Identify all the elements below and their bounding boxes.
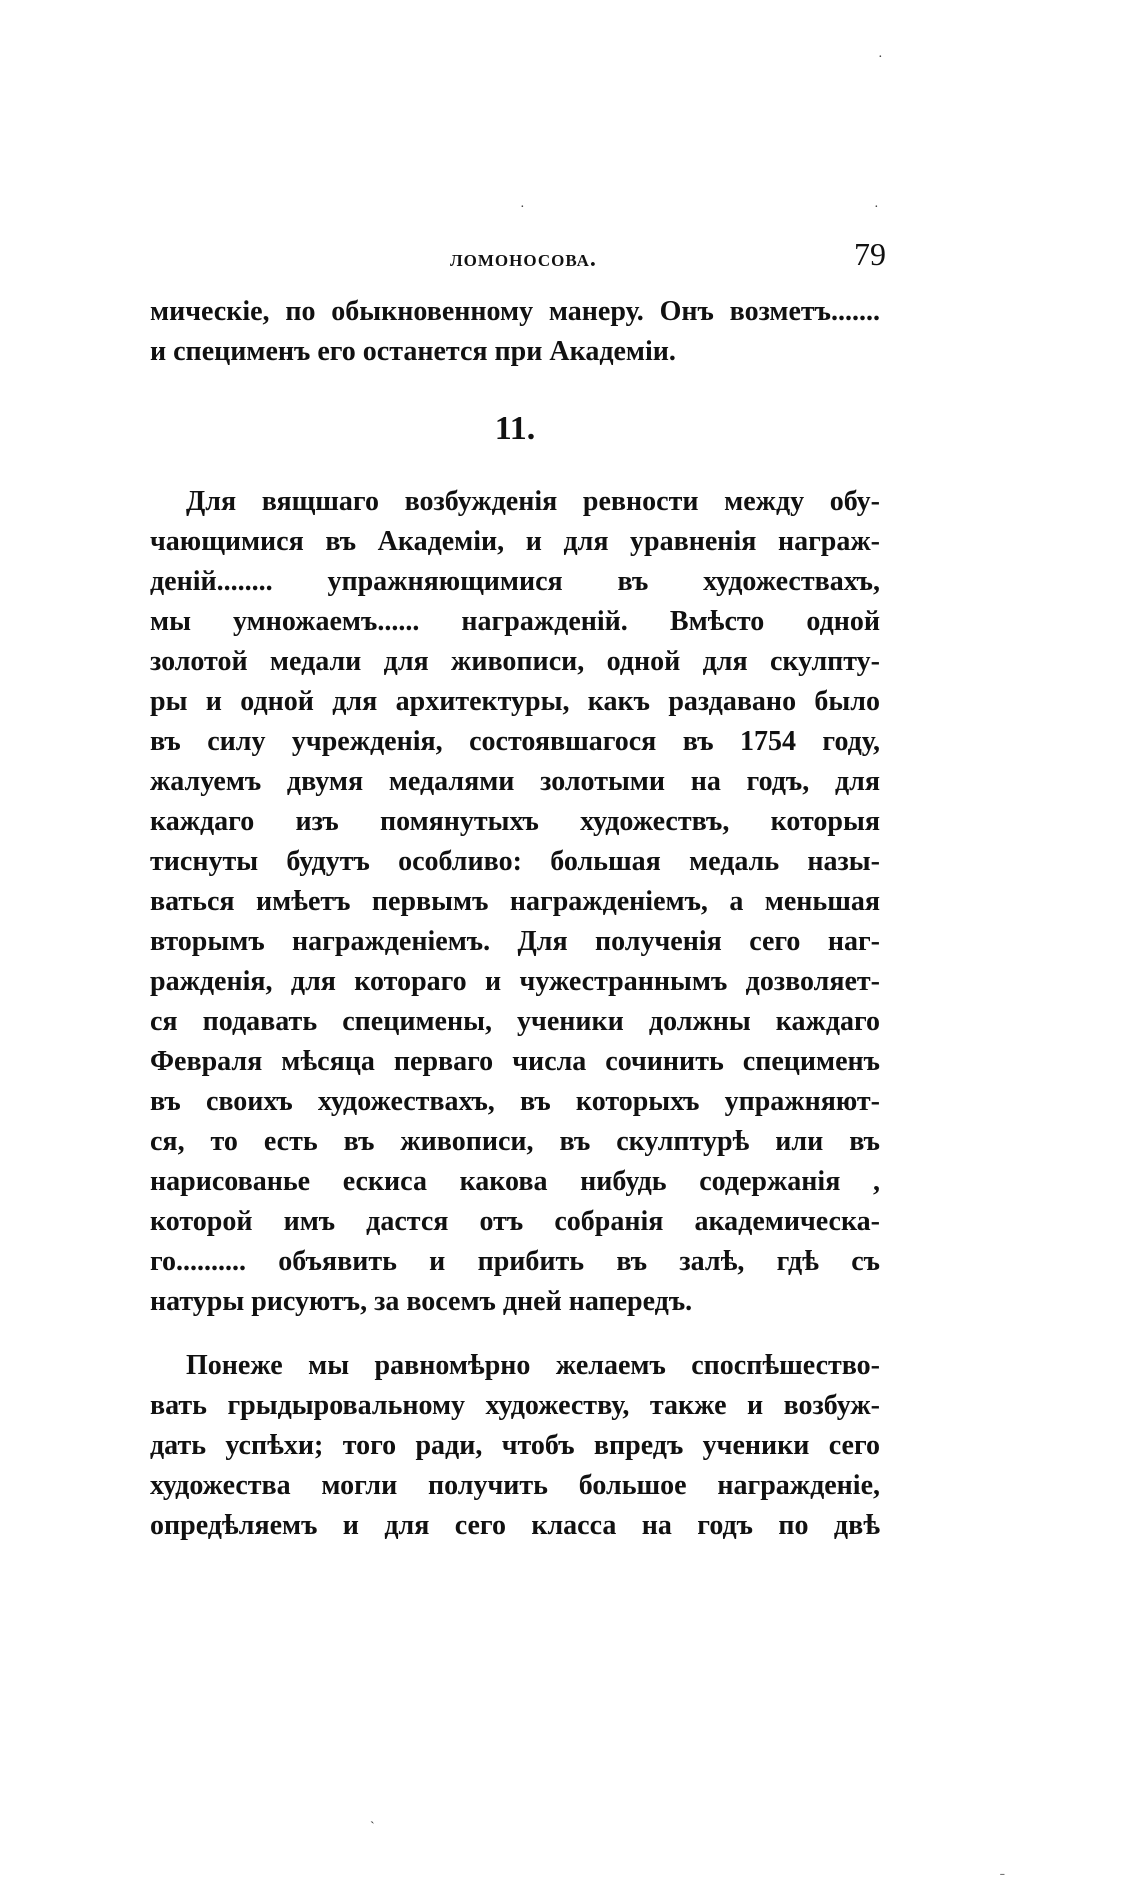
scan-speck: ˍ xyxy=(1000,1862,1005,1877)
text-line: мическіе, по обыкновенному манеру. Онъ возметъ....... xyxy=(150,296,880,327)
paragraph-1 xyxy=(150,482,880,1322)
text-line: натуры рисуютъ, за восемъ дней напередъ. xyxy=(150,1286,693,1317)
text-line: въ силу учрежденія, состоявшагося въ 1754 году, xyxy=(150,726,880,757)
section-number: 11. xyxy=(494,410,536,447)
text-line: вать грыдыровальному художеству, также и возбуж- xyxy=(150,1390,880,1421)
scan-speck: · xyxy=(878,50,883,65)
text-line: го.......... объявить и прибить въ залѣ, гдѣ съ xyxy=(150,1246,880,1277)
text-line: Для вящшаго возбужденія ревности между обу- xyxy=(186,486,880,517)
running-title: ломоносова. xyxy=(450,246,597,272)
text-line: ся, то есть въ живописи, въ скулптурѣ или въ xyxy=(150,1126,880,1157)
text-line: тиснуты будутъ особливо: большая медаль назы- xyxy=(150,846,880,877)
text-line: каждаго изъ помянутыхъ художествъ, которыя xyxy=(150,806,880,837)
text-line: опредѣляемъ и для сего класса на годъ по двѣ xyxy=(150,1510,880,1541)
text-line: чающимися въ Академіи, и для уравненія награж- xyxy=(150,526,880,557)
text-line: ражденія, для котораго и чужестраннымъ дозволяет- xyxy=(150,966,880,997)
text-line: вторымъ награжденіемъ. Для полученія сего наг- xyxy=(150,926,880,957)
text-line: ваться имѣетъ первымъ награжденіемъ, а меньшая xyxy=(150,886,880,917)
text-line: Февраля мѣсяца перваго числа сочинить специменъ xyxy=(150,1046,880,1077)
page-header xyxy=(150,236,900,276)
text-line: дать успѣхи; того ради, чтобъ впредъ ученики сего xyxy=(150,1430,880,1461)
text-line: художества могли получить большое награжденіе, xyxy=(150,1470,880,1501)
page-number: 79 xyxy=(854,236,886,272)
text-line: жалуемъ двумя медалями золотыми на годъ, для xyxy=(150,766,880,797)
paragraph-2 xyxy=(150,1346,880,1546)
text-line: золотой медали для живописи, одной для скулпту- xyxy=(150,646,880,677)
text-line: которой имъ дастся отъ собранія академическа- xyxy=(150,1206,880,1237)
text-line: деній........ упражняющимися въ художествахъ, xyxy=(150,566,880,597)
text-line: мы умножаемъ...... награжденій. Вмѣсто одной xyxy=(150,606,880,637)
text-line: нарисованье ескиса какова нибудь содержанія , xyxy=(150,1166,880,1197)
scan-speck: ˋ xyxy=(370,1820,375,1835)
intro-text xyxy=(150,292,880,372)
text-line: въ своихъ художествахъ, въ которыхъ упражняют- xyxy=(150,1086,880,1117)
text-line: ся подавать специмены, ученики должны каждаго xyxy=(150,1006,880,1037)
scan-speck: · xyxy=(874,200,879,215)
text-line: ры и одной для архитектуры, какъ раздавано было xyxy=(150,686,880,717)
scan-speck: · xyxy=(520,200,525,215)
text-line: Понеже мы равномѣрно желаемъ споспѣшество- xyxy=(186,1350,880,1381)
text-line: и специменъ его останется при Академіи. xyxy=(150,336,676,367)
